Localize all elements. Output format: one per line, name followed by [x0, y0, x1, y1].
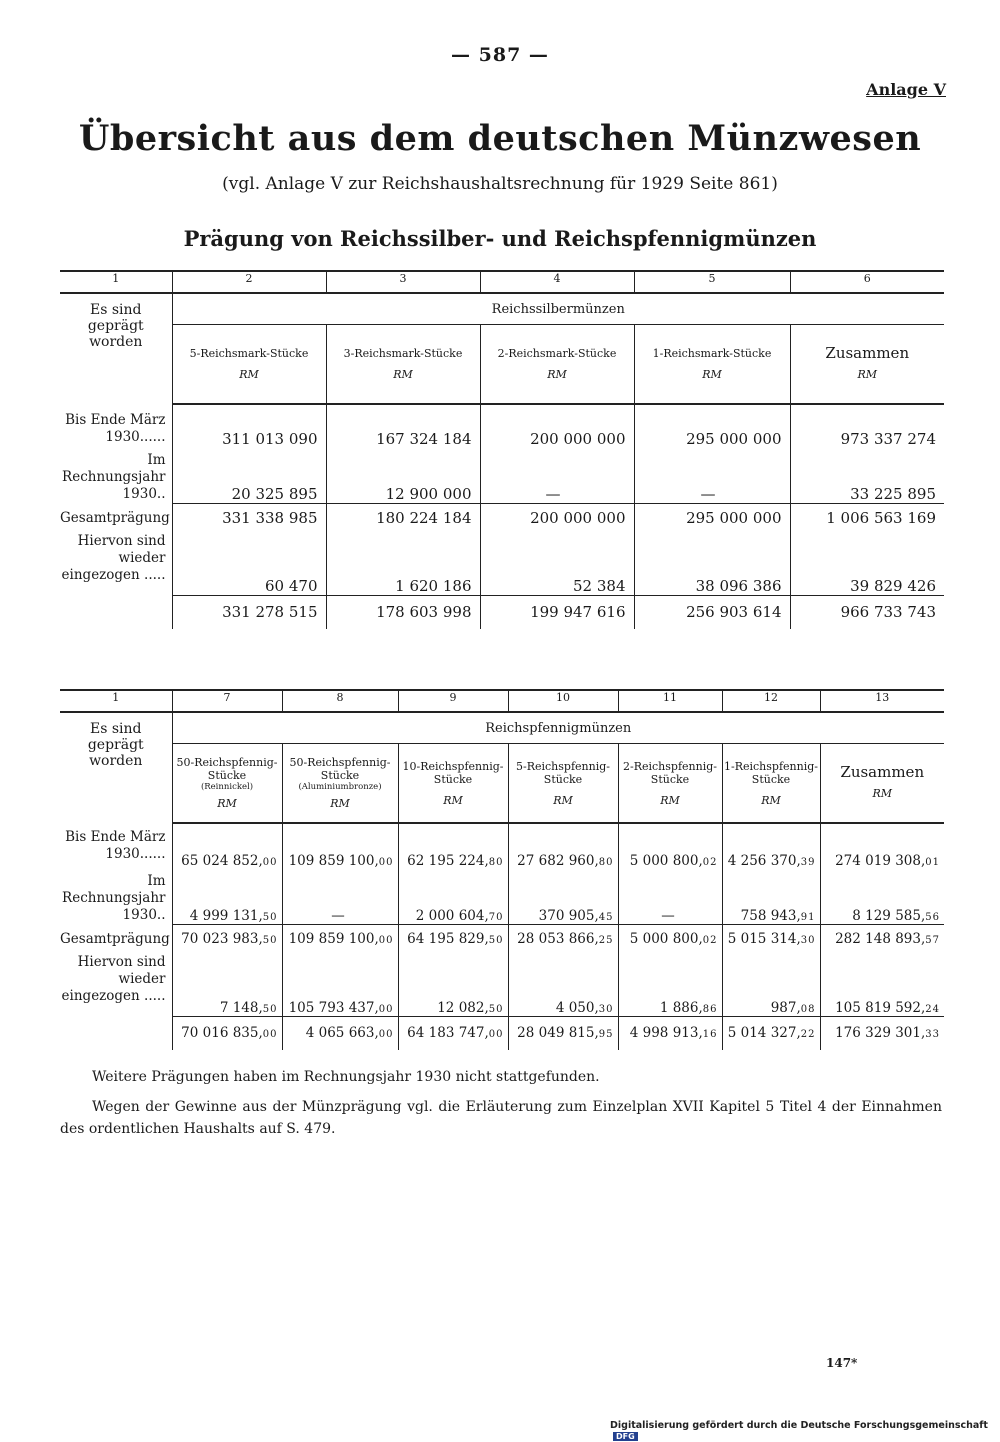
column-number: 1 [60, 271, 172, 293]
unit-label: RM [217, 797, 237, 810]
column-header: 1-Reichsmark-Stücke RM [634, 325, 790, 405]
column-note: (Aluminiumbronze) [298, 782, 382, 792]
column-header: 5-Reichspfennig-Stücke RM [508, 744, 618, 824]
stub-header: Es sind geprägt worden [87, 721, 144, 769]
unit-label: RM [761, 793, 781, 807]
table-cell: — [634, 448, 790, 503]
column-number: 5 [634, 271, 790, 293]
table-cell: 12 082,50 [398, 954, 508, 1016]
table-cell: 295 000 000 [634, 404, 790, 448]
row-label: Hiervon sind wieder eingezogen ..... [61, 533, 166, 583]
unit-label: RM [330, 797, 350, 810]
unit-label: RM [702, 368, 722, 381]
page-number: — 587 — [451, 44, 549, 66]
stub-header: Es sind geprägt worden [87, 302, 144, 350]
unit-label: RM [553, 793, 573, 807]
table-cell: 4 999 131,50 [172, 869, 282, 924]
row-label [60, 595, 172, 629]
unit-label: RM [660, 793, 680, 807]
table-cell: 4 050,30 [508, 954, 618, 1016]
unit-label: RM [547, 368, 567, 381]
table-cell: 65 024 852,00 [172, 823, 282, 869]
table-cell: 200 000 000 [480, 404, 634, 448]
table-cell: — [282, 869, 398, 924]
table-cell: 5 000 800,02 [618, 823, 722, 869]
unit-label: RM [857, 368, 878, 381]
table-cell: 5 014 327,22 [722, 1016, 820, 1050]
column-header: 1-Reichspfennig-Stücke RM [722, 744, 820, 824]
sheet-number: 147* [826, 1356, 858, 1370]
table-row [60, 503, 944, 533]
group-header: Reichspfennigmünzen [172, 712, 944, 744]
table-cell: 105 793 437,00 [282, 954, 398, 1016]
row-label: Gesamtprägung [60, 930, 170, 947]
table-cell: — [618, 869, 722, 924]
table-cell: 331 278 515 [172, 595, 326, 629]
annex-label: Anlage V [866, 80, 946, 99]
column-number-row [60, 690, 944, 712]
table-cell: 178 603 998 [326, 595, 480, 629]
silver-coins-table [60, 270, 944, 629]
row-label: Bis Ende März 1930...... [65, 829, 166, 862]
table-cell: 199 947 616 [480, 595, 634, 629]
table-cell: 20 325 895 [172, 448, 326, 503]
column-number: 9 [398, 690, 508, 712]
table-cell: 52 384 [480, 533, 634, 595]
column-header: Zusammen RM [820, 744, 944, 824]
table-cell: 2 000 604,70 [398, 869, 508, 924]
table-row [60, 1016, 944, 1050]
table-cell: 33 225 895 [790, 448, 944, 503]
table-cell: 28 049 815,95 [508, 1016, 618, 1050]
column-header-row [60, 744, 944, 824]
column-header: 50-Reichspfennig-Stücke (Reinnickel) RM [172, 744, 282, 824]
row-label: Im Rechnungsjahr 1930.. [62, 873, 166, 923]
column-number: 7 [172, 690, 282, 712]
column-header-row [60, 325, 944, 405]
column-note: (Reinnickel) [200, 782, 254, 792]
table-cell: 27 682 960,80 [508, 823, 618, 869]
page-title: Übersicht aus dem deutschen Münzwesen [78, 118, 922, 159]
note-paragraph: Wegen der Gewinne aus der Münzprägung vgl. die Erläuterung zum Einzelplan XVII Kapitel 5 Titel 4 der Einnahmen des ordentlichen Haushalts auf S. 479. [60, 1099, 942, 1137]
unit-label: RM [393, 368, 413, 381]
column-number: 4 [480, 271, 634, 293]
page-subtitle: (vgl. Anlage V zur Reichshaushaltsrechnung für 1929 Seite 861) [222, 174, 778, 194]
table-cell: 331 338 985 [172, 503, 326, 533]
section-title: Prägung von Reichssilber- und Reichspfennigmünzen [183, 226, 817, 251]
table-cell: 274 019 308,01 [820, 823, 944, 869]
column-header: Zusammen RM [790, 325, 944, 405]
column-number: 11 [618, 690, 722, 712]
column-header: 10-Reichspfennig-Stücke RM [398, 744, 508, 824]
table-row [60, 924, 944, 954]
table-cell: — [480, 448, 634, 503]
table-cell: 176 329 301,33 [820, 1016, 944, 1050]
row-label: Im Rechnungsjahr 1930.. [62, 452, 166, 502]
table-cell: 70 016 835,00 [172, 1016, 282, 1050]
table-cell: 1 006 563 169 [790, 503, 944, 533]
column-number: 10 [508, 690, 618, 712]
table-cell: 28 053 866,25 [508, 924, 618, 954]
table-cell: 966 733 743 [790, 595, 944, 629]
column-number: 6 [790, 271, 944, 293]
table-cell: 4 065 663,00 [282, 1016, 398, 1050]
column-number: 1 [60, 690, 172, 712]
group-header: Reichssilbermünzen [172, 293, 944, 325]
column-header: 2-Reichsmark-Stücke RM [480, 325, 634, 405]
table-cell: 295 000 000 [634, 503, 790, 533]
table-cell: 39 829 426 [790, 533, 944, 595]
table-cell: 4 256 370,39 [722, 823, 820, 869]
table-cell: 38 096 386 [634, 533, 790, 595]
table-row [60, 954, 944, 1016]
table-cell: 973 337 274 [790, 404, 944, 448]
unit-label: RM [239, 368, 259, 381]
table-cell: 109 859 100,00 [282, 823, 398, 869]
table-cell: 370 905,45 [508, 869, 618, 924]
column-header: 2-Reichspfennig-Stücke RM [618, 744, 722, 824]
unit-label: RM [443, 793, 463, 807]
table-cell: 8 129 585,56 [820, 869, 944, 924]
column-number-row [60, 271, 944, 293]
table-row [60, 448, 944, 503]
column-header: 50-Reichspfennig-Stücke (Aluminiumbronze) RM [282, 744, 398, 824]
table-row [60, 533, 944, 595]
table-cell: 282 148 893,57 [820, 924, 944, 954]
table-cell: 256 903 614 [634, 595, 790, 629]
digitization-credit: Digitalisierung gefördert durch die Deutsche ForschungsgemeinschaftDFG [610, 1420, 988, 1441]
table-cell: 64 195 829,50 [398, 924, 508, 954]
table-cell: 70 023 983,50 [172, 924, 282, 954]
table-cell: 62 195 224,80 [398, 823, 508, 869]
table-row [60, 595, 944, 629]
table-cell: 105 819 592,24 [820, 954, 944, 1016]
note-paragraph: Weitere Prägungen haben im Rechnungsjahr 1930 nicht stattgefunden. [92, 1069, 600, 1085]
dfg-logo: DFG [613, 1432, 638, 1441]
table-cell: 7 148,50 [172, 954, 282, 1016]
table-cell: 758 943,91 [722, 869, 820, 924]
column-number: 3 [326, 271, 480, 293]
unit-label: RM [872, 787, 893, 800]
table-cell: 200 000 000 [480, 503, 634, 533]
table-row [60, 869, 944, 924]
row-label: Bis Ende März 1930...... [65, 412, 166, 445]
table-cell: 311 013 090 [172, 404, 326, 448]
row-label: Hiervon sind wieder eingezogen ..... [61, 954, 166, 1004]
column-number: 13 [820, 690, 944, 712]
column-number: 12 [722, 690, 820, 712]
table-cell: 987,08 [722, 954, 820, 1016]
column-number: 2 [172, 271, 326, 293]
table-row [60, 823, 944, 869]
table-cell: 180 224 184 [326, 503, 480, 533]
table-cell: 5 015 314,30 [722, 924, 820, 954]
pfennig-coins-table [60, 689, 944, 1050]
table-cell: 12 900 000 [326, 448, 480, 503]
table-cell: 167 324 184 [326, 404, 480, 448]
row-label [60, 1016, 172, 1050]
table-row [60, 404, 944, 448]
row-label: Gesamtprägung [60, 509, 170, 526]
table-cell: 4 998 913,16 [618, 1016, 722, 1050]
table-cell: 5 000 800,02 [618, 924, 722, 954]
column-header: 5-Reichsmark-Stücke RM [172, 325, 326, 405]
table-cell: 64 183 747,00 [398, 1016, 508, 1050]
table-cell: 1 620 186 [326, 533, 480, 595]
table-cell: 60 470 [172, 533, 326, 595]
table-cell: 1 886,86 [618, 954, 722, 1016]
column-header: 3-Reichsmark-Stücke RM [326, 325, 480, 405]
column-number: 8 [282, 690, 398, 712]
table-cell: 109 859 100,00 [282, 924, 398, 954]
